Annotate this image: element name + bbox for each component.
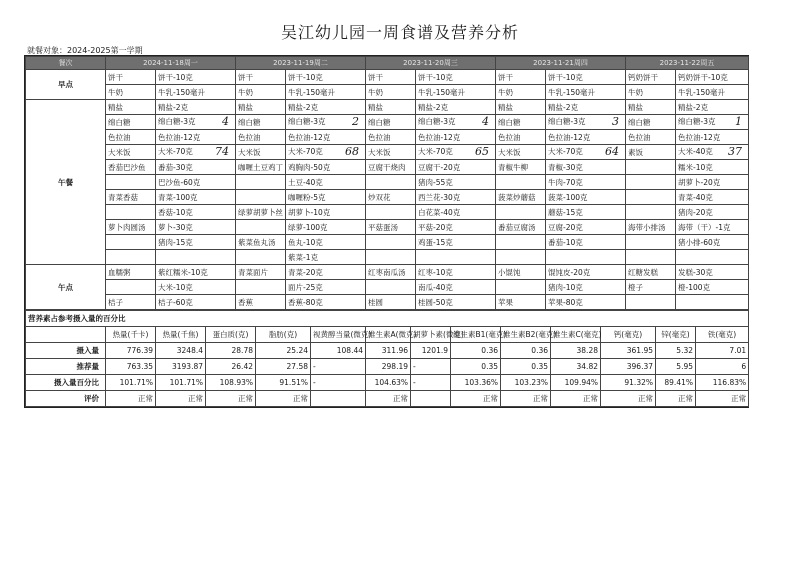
dish-name	[366, 175, 416, 190]
ingredient-amount: 巴沙鱼-60克	[156, 175, 236, 190]
ingredient-amount: 精盐-2克	[676, 100, 749, 115]
ingredient-amount: 蘑菇-15克	[546, 205, 626, 220]
nutrition-value: 298.19	[366, 359, 411, 375]
nutrition-value: 311.96	[366, 343, 411, 359]
dish-name: 色拉油	[626, 130, 676, 145]
dish-name	[626, 205, 676, 220]
nutrition-value: 1201.9	[411, 343, 451, 359]
nutrition-value: 正常	[366, 391, 411, 407]
dish-name: 精盐	[626, 100, 676, 115]
dish-name	[496, 175, 546, 190]
dish-name: 咖喱土豆鸡丁	[236, 160, 286, 175]
dish-name: 香茄巴沙鱼	[106, 160, 156, 175]
ingredient-amount: 大米-70克 74	[156, 145, 236, 160]
ingredient-amount: 发糕-30克	[676, 265, 749, 280]
ingredient-amount: 绵白糖-3克 4	[416, 115, 496, 130]
dish-name: 大米饭	[496, 145, 546, 160]
ingredient-amount: 精盐-2克	[156, 100, 236, 115]
ingredient-amount: 番茄-10克	[546, 235, 626, 250]
ingredient-amount: 海带（干）-1克	[676, 220, 749, 235]
ingredient-amount: 色拉油-12克	[416, 130, 496, 145]
ingredient-amount: 大米-10克	[156, 280, 236, 295]
nutrient-header: 脂肪(克)	[256, 327, 311, 343]
dish-name: 色拉油	[366, 130, 416, 145]
nutrition-value: 396.37	[601, 359, 656, 375]
nutrition-value: 89.41%	[656, 375, 696, 391]
nutrition-value: 34.82	[551, 359, 601, 375]
dish-name: 香蕉	[236, 295, 286, 310]
day-header: 2023-11-22周五	[626, 57, 749, 70]
ingredient-amount: 桔子-60克	[156, 295, 236, 310]
dish-name: 红枣南瓜汤	[366, 265, 416, 280]
menu-row	[26, 250, 749, 265]
nutrition-value: 103.23%	[501, 375, 551, 391]
nutrition-value: 3248.4	[156, 343, 206, 359]
ingredient-amount: 豆腐-20克	[546, 220, 626, 235]
ingredient-amount: 色拉油-12克	[286, 130, 366, 145]
dish-name: 绿萝胡萝卜丝	[236, 205, 286, 220]
ingredient-amount: 饼干-10克	[546, 70, 626, 85]
dish-name: 素饭	[626, 145, 676, 160]
ingredient-amount: 西兰花-30克	[416, 190, 496, 205]
menu-row	[26, 265, 749, 280]
dish-name: 牛奶	[626, 85, 676, 100]
ingredient-amount	[416, 250, 496, 265]
nutrition-value: 28.78	[206, 343, 256, 359]
nutrition-value: 正常	[451, 391, 501, 407]
dish-name: 大米饭	[366, 145, 416, 160]
ingredient-amount	[156, 250, 236, 265]
dish-name	[626, 160, 676, 175]
handwritten-mark: 1	[735, 115, 742, 128]
ingredient-amount: 猪小排-60克	[676, 235, 749, 250]
dish-name: 绵白糖	[496, 115, 546, 130]
dish-name	[236, 280, 286, 295]
dish-name: 番茄豆腐汤	[496, 220, 546, 235]
dish-name: 桔子	[106, 295, 156, 310]
nutrition-value: 38.28	[551, 343, 601, 359]
nutrition-value: 正常	[551, 391, 601, 407]
nutrition-row-label: 摄入量	[26, 343, 106, 359]
ingredient-amount: 精盐-2克	[546, 100, 626, 115]
nutrition-row-label: 推荐量	[26, 359, 106, 375]
nutrient-header: 铁(毫克)	[696, 327, 749, 343]
nutrition-value: 0.36	[451, 343, 501, 359]
nutrition-value: 101.71%	[156, 375, 206, 391]
menu-row	[26, 145, 749, 160]
dish-name: 绵白糖	[626, 115, 676, 130]
menu-row	[26, 205, 749, 220]
ingredient-amount: 牛乳-150毫升	[416, 85, 496, 100]
ingredient-amount: 牛乳-150毫升	[156, 85, 236, 100]
dish-name: 饼干	[106, 70, 156, 85]
nutrition-body	[26, 311, 749, 407]
dish-name: 紫菜鱼丸汤	[236, 235, 286, 250]
nutrient-header: 蛋白质(克)	[206, 327, 256, 343]
ingredient-amount: 面片-25克	[286, 280, 366, 295]
ingredient-amount	[546, 250, 626, 265]
meal-column-header: 餐次	[26, 57, 106, 70]
day-header: 2023-11-19周二	[236, 57, 366, 70]
ingredient-amount: 土豆-40克	[286, 175, 366, 190]
menu-row	[26, 295, 749, 310]
ingredient-amount: 白花菜-40克	[416, 205, 496, 220]
nutrition-row	[26, 375, 749, 391]
ingredient-amount: 大米-70克 65	[416, 145, 496, 160]
dish-name: 桂圆	[366, 295, 416, 310]
dish-name	[236, 175, 286, 190]
dish-name: 精盐	[106, 100, 156, 115]
nutrition-value: 正常	[696, 391, 749, 407]
ingredient-amount: 萝卜-30克	[156, 220, 236, 235]
nutrition-value: 正常	[106, 391, 156, 407]
ingredient-amount: 精盐-2克	[416, 100, 496, 115]
ingredient-amount	[676, 295, 749, 310]
dish-name: 牛奶	[106, 85, 156, 100]
nutrition-value: 361.95	[601, 343, 656, 359]
dish-name: 血糯粥	[106, 265, 156, 280]
nutrient-header: 热量(千卡)	[106, 327, 156, 343]
dish-name: 绵白糖	[106, 115, 156, 130]
ingredient-amount: 大米-40克 37	[676, 145, 749, 160]
dish-name	[496, 250, 546, 265]
dish-name: 青菜面片	[236, 265, 286, 280]
dish-name	[106, 280, 156, 295]
dish-name	[626, 295, 676, 310]
nutrition-row	[26, 391, 749, 407]
nutrition-value: 7.01	[696, 343, 749, 359]
menu-row	[26, 130, 749, 145]
dish-name	[626, 250, 676, 265]
ingredient-amount: 桂圆-50克	[416, 295, 496, 310]
handwritten-mark: 68	[345, 145, 359, 158]
page-title: 吴江幼儿园一周食谱及营养分析	[280, 23, 519, 42]
ingredient-amount: 青菜-100克	[156, 190, 236, 205]
nutrition-row-label: 摄入量百分比	[26, 375, 106, 391]
dish-name: 苹果	[496, 295, 546, 310]
dish-name	[496, 205, 546, 220]
dish-name: 牛奶	[366, 85, 416, 100]
nutrition-row	[26, 343, 749, 359]
ingredient-amount: 精盐-2克	[286, 100, 366, 115]
dish-name: 绵白糖	[236, 115, 286, 130]
menu-table	[25, 56, 749, 310]
nutrition-value: 3193.87	[156, 359, 206, 375]
ingredient-amount: 大米-70克 68	[286, 145, 366, 160]
dish-name: 豆腐干烧肉	[366, 160, 416, 175]
nutrition-value: -	[311, 375, 366, 391]
nutrition-table	[25, 310, 749, 407]
nutrient-header: 钙(毫克)	[601, 327, 656, 343]
nutrition-value: 103.36%	[451, 375, 501, 391]
nutrition-corner	[26, 327, 106, 343]
menu-row	[26, 115, 749, 130]
nutrition-value: 0.35	[501, 359, 551, 375]
ingredient-amount: 猪肉-55克	[416, 175, 496, 190]
dish-name: 大米饭	[236, 145, 286, 160]
nutrient-header: 维生素C(毫克)	[551, 327, 601, 343]
dish-name: 橙子	[626, 280, 676, 295]
nutrition-value: 108.44	[311, 343, 366, 359]
handwritten-mark: 2	[352, 115, 359, 128]
dish-name: 精盐	[496, 100, 546, 115]
nutrition-value: 正常	[601, 391, 656, 407]
ingredient-amount: 青椒-30克	[546, 160, 626, 175]
dish-name: 色拉油	[106, 130, 156, 145]
dish-name: 饼干	[496, 70, 546, 85]
ingredient-amount: 牛乳-150毫升	[286, 85, 366, 100]
ingredient-amount: 饼干-10克	[156, 70, 236, 85]
nutrition-value: 正常	[256, 391, 311, 407]
menu-row	[26, 280, 749, 295]
dish-name	[626, 190, 676, 205]
handwritten-mark: 4	[482, 115, 489, 128]
nutrition-value: 6	[696, 359, 749, 375]
dish-name	[366, 280, 416, 295]
nutrient-header: 热量(千焦)	[156, 327, 206, 343]
nutrient-header: 维生素A(微克)	[366, 327, 411, 343]
dish-name	[366, 250, 416, 265]
ingredient-amount: 菠菜-100克	[546, 190, 626, 205]
nutrition-value: 104.63%	[366, 375, 411, 391]
ingredient-amount: 绵白糖-3克 4	[156, 115, 236, 130]
nutrition-value: 91.51%	[256, 375, 311, 391]
ingredient-amount: 绵白糖-3克 1	[676, 115, 749, 130]
nutrition-value: 0.36	[501, 343, 551, 359]
dish-name: 饼干	[366, 70, 416, 85]
ingredient-amount: 糯米-10克	[676, 160, 749, 175]
nutrition-value	[311, 391, 366, 407]
nutrition-value: 763.35	[106, 359, 156, 375]
nutrition-value: 101.71%	[106, 375, 156, 391]
dish-name	[366, 235, 416, 250]
dish-name	[106, 250, 156, 265]
nutrition-value: 109.94%	[551, 375, 601, 391]
day-header: 2024-11-18周一	[106, 57, 236, 70]
handwritten-mark: 37	[728, 145, 742, 158]
nutrition-value: 正常	[156, 391, 206, 407]
ingredient-amount: 红枣-10克	[416, 265, 496, 280]
dish-name	[626, 235, 676, 250]
ingredient-amount: 香菇-10克	[156, 205, 236, 220]
ingredient-amount: 橙-100克	[676, 280, 749, 295]
menu-row	[26, 100, 749, 115]
dish-name: 精盐	[236, 100, 286, 115]
ingredient-amount: 青菜-40克	[676, 190, 749, 205]
ingredient-amount: 胡萝卜-10克	[286, 205, 366, 220]
ingredient-amount: 饼干-10克	[286, 70, 366, 85]
ingredient-amount: 绿萝-100克	[286, 220, 366, 235]
dish-name: 青椒牛柳	[496, 160, 546, 175]
menu-body	[26, 70, 749, 310]
menu-row	[26, 160, 749, 175]
meal-label: 早点	[26, 70, 106, 100]
dish-name: 炒双花	[366, 190, 416, 205]
dish-name	[106, 175, 156, 190]
menu-row	[26, 175, 749, 190]
dish-name	[366, 205, 416, 220]
dish-name: 青菜香菇	[106, 190, 156, 205]
nutrition-value: 0.35	[451, 359, 501, 375]
ingredient-amount: 紫菜-1克	[286, 250, 366, 265]
handwritten-mark: 4	[222, 115, 229, 128]
handwritten-mark: 65	[475, 145, 489, 158]
ingredient-amount: 猪肉-15克	[156, 235, 236, 250]
nutrition-row	[26, 359, 749, 375]
ingredient-amount: 鸡蛋-15克	[416, 235, 496, 250]
nutrition-value: -	[311, 359, 366, 375]
dish-name: 色拉油	[236, 130, 286, 145]
nutrient-header: 视黄醇当量(微克)	[311, 327, 366, 343]
dish-name: 萝卜肉圆汤	[106, 220, 156, 235]
nutrition-value: -	[411, 375, 451, 391]
ingredient-amount: 鱼丸-10克	[286, 235, 366, 250]
handwritten-mark: 3	[612, 115, 619, 128]
ingredient-amount: 绵白糖-3克 2	[286, 115, 366, 130]
dish-name	[236, 220, 286, 235]
meal-label: 午餐	[26, 100, 106, 265]
ingredient-amount: 牛乳-150毫升	[546, 85, 626, 100]
dish-name	[236, 190, 286, 205]
meal-label: 午点	[26, 265, 106, 310]
nutrition-value: 116.83%	[696, 375, 749, 391]
ingredient-amount: 南瓜-40克	[416, 280, 496, 295]
dish-name: 平菇蛋汤	[366, 220, 416, 235]
nutrition-row-label: 评价	[26, 391, 106, 407]
ingredient-amount: 咖喱粉-5克	[286, 190, 366, 205]
ingredient-amount: 大米-70克 64	[546, 145, 626, 160]
audience-label: 就餐对象：2024-2025第一学期	[27, 46, 143, 55]
day-header: 2023-11-21周四	[496, 57, 626, 70]
nutrition-value: 正常	[656, 391, 696, 407]
ingredient-amount: 苹果-80克	[546, 295, 626, 310]
ingredient-amount: 鸡胸肉-50克	[286, 160, 366, 175]
nutrition-value: 776.39	[106, 343, 156, 359]
dish-name	[626, 175, 676, 190]
ingredient-amount	[676, 250, 749, 265]
ingredient-amount: 牛肉-70克	[546, 175, 626, 190]
ingredient-amount: 平菇-20克	[416, 220, 496, 235]
nutrition-section-title: 营养素占参考摄入量的百分比	[26, 311, 749, 327]
dish-name: 钙奶饼干	[626, 70, 676, 85]
menu-row	[26, 70, 749, 85]
nutrition-value: 27.58	[256, 359, 311, 375]
ingredient-amount: 青菜-20克	[286, 265, 366, 280]
ingredient-amount: 胡萝卜-20克	[676, 175, 749, 190]
nutrient-header: 维生素B2(毫克)	[501, 327, 551, 343]
dish-name	[496, 280, 546, 295]
nutrition-value: 5.32	[656, 343, 696, 359]
nutrient-header: 维生素B1(毫克)	[451, 327, 501, 343]
menu-row	[26, 190, 749, 205]
handwritten-mark: 64	[605, 145, 619, 158]
nutrition-value: 108.93%	[206, 375, 256, 391]
dish-name: 牛奶	[496, 85, 546, 100]
ingredient-amount: 牛乳-150毫升	[676, 85, 749, 100]
dish-name: 小馄饨	[496, 265, 546, 280]
nutrition-value	[411, 391, 451, 407]
dish-name: 红糖发糕	[626, 265, 676, 280]
dish-name: 海带小排汤	[626, 220, 676, 235]
dish-name	[106, 235, 156, 250]
dish-name: 色拉油	[496, 130, 546, 145]
dish-name: 精盐	[366, 100, 416, 115]
ingredient-amount: 香蕉-80克	[286, 295, 366, 310]
nutrition-value: 5.95	[656, 359, 696, 375]
nutrition-value: 26.42	[206, 359, 256, 375]
dish-name	[236, 250, 286, 265]
ingredient-amount: 饼干-10克	[416, 70, 496, 85]
nutrition-value: 正常	[501, 391, 551, 407]
ingredient-amount: 番茄-30克	[156, 160, 236, 175]
nutrient-header: 锌(毫克)	[656, 327, 696, 343]
ingredient-amount: 猪肉-10克	[546, 280, 626, 295]
dish-name: 菠菜炒蘑菇	[496, 190, 546, 205]
menu-row	[26, 220, 749, 235]
ingredient-amount: 紫红糯米-10克	[156, 265, 236, 280]
menu-sheet	[24, 55, 749, 408]
nutrition-value: 91.32%	[601, 375, 656, 391]
ingredient-amount: 馄饨皮-20克	[546, 265, 626, 280]
nutrition-header-row	[26, 327, 749, 343]
dish-name: 绵白糖	[366, 115, 416, 130]
ingredient-amount: 色拉油-12克	[676, 130, 749, 145]
nutrition-value: 正常	[206, 391, 256, 407]
ingredient-amount: 豆腐干-20克	[416, 160, 496, 175]
ingredient-amount: 色拉油-12克	[546, 130, 626, 145]
nutrition-value: -	[411, 359, 451, 375]
dish-name	[496, 235, 546, 250]
ingredient-amount: 绵白糖-3克 3	[546, 115, 626, 130]
menu-row	[26, 235, 749, 250]
handwritten-mark: 74	[215, 145, 229, 158]
dish-name: 饼干	[236, 70, 286, 85]
day-header: 2023-11-20周三	[366, 57, 496, 70]
dish-name: 牛奶	[236, 85, 286, 100]
ingredient-amount: 猪肉-20克	[676, 205, 749, 220]
menu-row	[26, 85, 749, 100]
nutrient-header: 胡萝卜素(微克)	[411, 327, 451, 343]
nutrition-value: 25.24	[256, 343, 311, 359]
dish-name: 大米饭	[106, 145, 156, 160]
ingredient-amount: 钙奶饼干-10克	[676, 70, 749, 85]
dish-name	[106, 205, 156, 220]
ingredient-amount: 色拉油-12克	[156, 130, 236, 145]
